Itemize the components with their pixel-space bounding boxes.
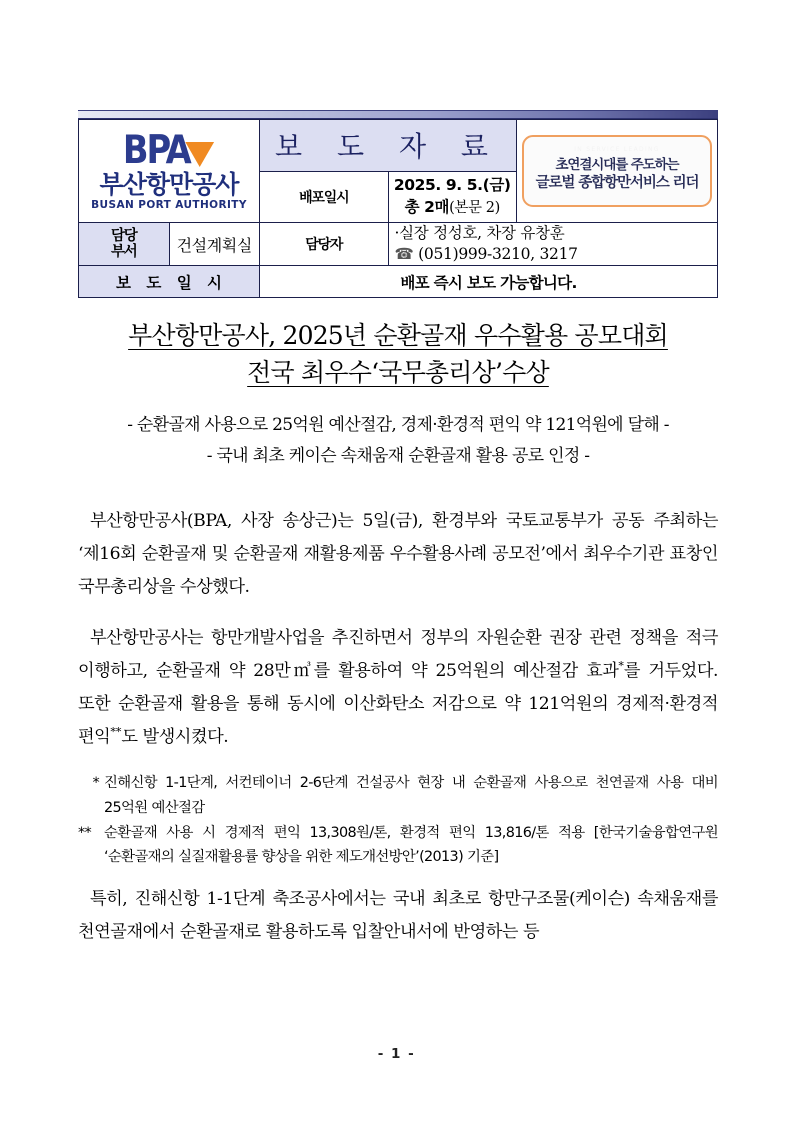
paragraph-1: 부산항만공사(BPA, 사장 송상근)는 5일(금), 환경부와 국토교통부가 공동 주최하는 ‘제16회 순환골재 및 순환골재 재활용제품 우수활용사례 공모전’에서 최우수기관 표창인 국무총리상을 수상했다. bbox=[78, 511, 718, 598]
release-pagecount-value bbox=[389, 197, 517, 218]
contact-phone-line bbox=[395, 244, 718, 265]
paragraph-3: 특히, 진해신항 1-1단계 축조공사에서는 국내 최초로 항만구조물(케이슨) 속채움재를 천연골재에서 순환골재로 활용하도록 입찰안내서에 반영하는 등 bbox=[78, 889, 718, 943]
embargo-label: 보 도 일 시 bbox=[79, 266, 260, 298]
bpa-logo bbox=[123, 128, 215, 174]
contact-value-cell bbox=[388, 223, 718, 266]
title-line-2 bbox=[78, 355, 718, 392]
header-table-row-3 bbox=[79, 223, 718, 266]
title-line-1 bbox=[78, 318, 718, 355]
title-line-1-text: 부산항만공사, 2025년 순환골재 우수활용 공모대회 bbox=[128, 321, 668, 350]
bpa-acronym-text: BPA bbox=[123, 128, 190, 174]
banner-title: 보 도 자 료 bbox=[275, 130, 501, 164]
subtitle-block bbox=[78, 410, 718, 472]
footnote-marker-single: * bbox=[618, 659, 624, 673]
footnote-text: 진해신항 1-1단계, 서컨테이너 2-6단계 건설공사 현장 내 순환골재 사용으로 천연골재 사용 대비 25억원 예산절감 bbox=[104, 775, 718, 816]
footnote-marker-double: ** bbox=[110, 725, 122, 739]
slogan-faint-text: IN SERVICE LEADING bbox=[574, 145, 660, 153]
footnote-mark: ** bbox=[78, 824, 92, 841]
paragraph-2-part-c: 도 발생시켰다. bbox=[121, 727, 229, 748]
slogan-box bbox=[522, 135, 712, 207]
embargo-value: 배포 즉시 보도 가능합니다. bbox=[260, 266, 718, 298]
slogan-cell bbox=[517, 120, 718, 223]
release-date-label: 배포일시 bbox=[260, 171, 389, 223]
page-number: - 1 - bbox=[377, 1046, 416, 1062]
banner-title-cell bbox=[260, 120, 517, 172]
bpa-english-name: BUSAN PORT AUTHORITY bbox=[91, 198, 247, 211]
release-pagecount-sub: (본문 2) bbox=[449, 199, 500, 216]
phone-icon: ☎ bbox=[394, 245, 414, 263]
footnote-mark: * bbox=[92, 775, 99, 792]
paragraph-2 bbox=[78, 622, 718, 755]
slogan-line-2: 글로벌 종합항만서비스 리더 bbox=[535, 175, 699, 192]
slogan-line-1: 초연결시대를 주도하는 bbox=[555, 156, 679, 173]
title-line-2-text: 전국 최우수‘국무총리상’수상 bbox=[247, 357, 549, 387]
body-content bbox=[78, 505, 718, 949]
header-table-row-1 bbox=[79, 120, 718, 172]
header-table-row-4 bbox=[79, 266, 718, 298]
paragraph-2-part-b: 를 거두었다. 또한 순환골재 활용을 통해 동시에 이산화탄소 저감으로 약 121억원의 경제적·환경적 편익 bbox=[78, 660, 718, 748]
bpa-korean-name: 부산항만공사 bbox=[99, 169, 239, 199]
department-label-line1: 담당 bbox=[111, 227, 137, 244]
press-release-header bbox=[78, 110, 718, 298]
release-pagecount-main: 총 2매 bbox=[404, 197, 450, 216]
subtitle-line-1: - 순환골재 사용으로 25억원 예산절감, 경제·환경적 편익 약 121억원에 달해 - bbox=[127, 415, 669, 435]
release-date-value: 2025. 9. 5.(금) bbox=[393, 176, 511, 195]
page-title bbox=[78, 318, 718, 392]
release-date-value-cell bbox=[388, 171, 517, 223]
bpa-triangle-icon bbox=[186, 142, 215, 167]
footnote-item bbox=[78, 771, 718, 819]
footnote-item bbox=[78, 821, 718, 869]
header-info-table bbox=[78, 119, 718, 298]
contact-label: 담당자 bbox=[260, 223, 389, 266]
paragraph-2-part-a: 부산항만공사는 항만개발사업을 추진하면서 정부의 자원순환 권장 관련 정책을 적극 이행하고, 순환골재 약 28만㎥를 활용하여 약 25억원의 예산절감 효과 bbox=[78, 627, 718, 681]
subtitle-line-2: - 국내 최초 케이슨 속채움재 순환골재 활용 공로 인정 - bbox=[206, 446, 590, 467]
footnote-block bbox=[78, 771, 718, 869]
bpa-logo-cell bbox=[79, 120, 260, 223]
contact-phone-number: (051)999-3210, 3217 bbox=[418, 245, 578, 263]
department-value: 건설계획실 bbox=[169, 223, 260, 266]
department-label bbox=[79, 223, 170, 266]
decorative-gradient-strip bbox=[78, 110, 718, 119]
contact-person-line: ·실장 정성호, 차장 유창훈 bbox=[394, 224, 565, 243]
footnote-text: 순환골재 사용 시 경제적 편익 13,308원/톤, 환경적 편익 13,816/톤 적용 [한국기술융합연구원 ‘순환골재의 실질재활용률 향상을 위한 제도개선방안’(2013) 기준] bbox=[104, 824, 718, 865]
department-label-line2: 부서 bbox=[111, 244, 137, 260]
